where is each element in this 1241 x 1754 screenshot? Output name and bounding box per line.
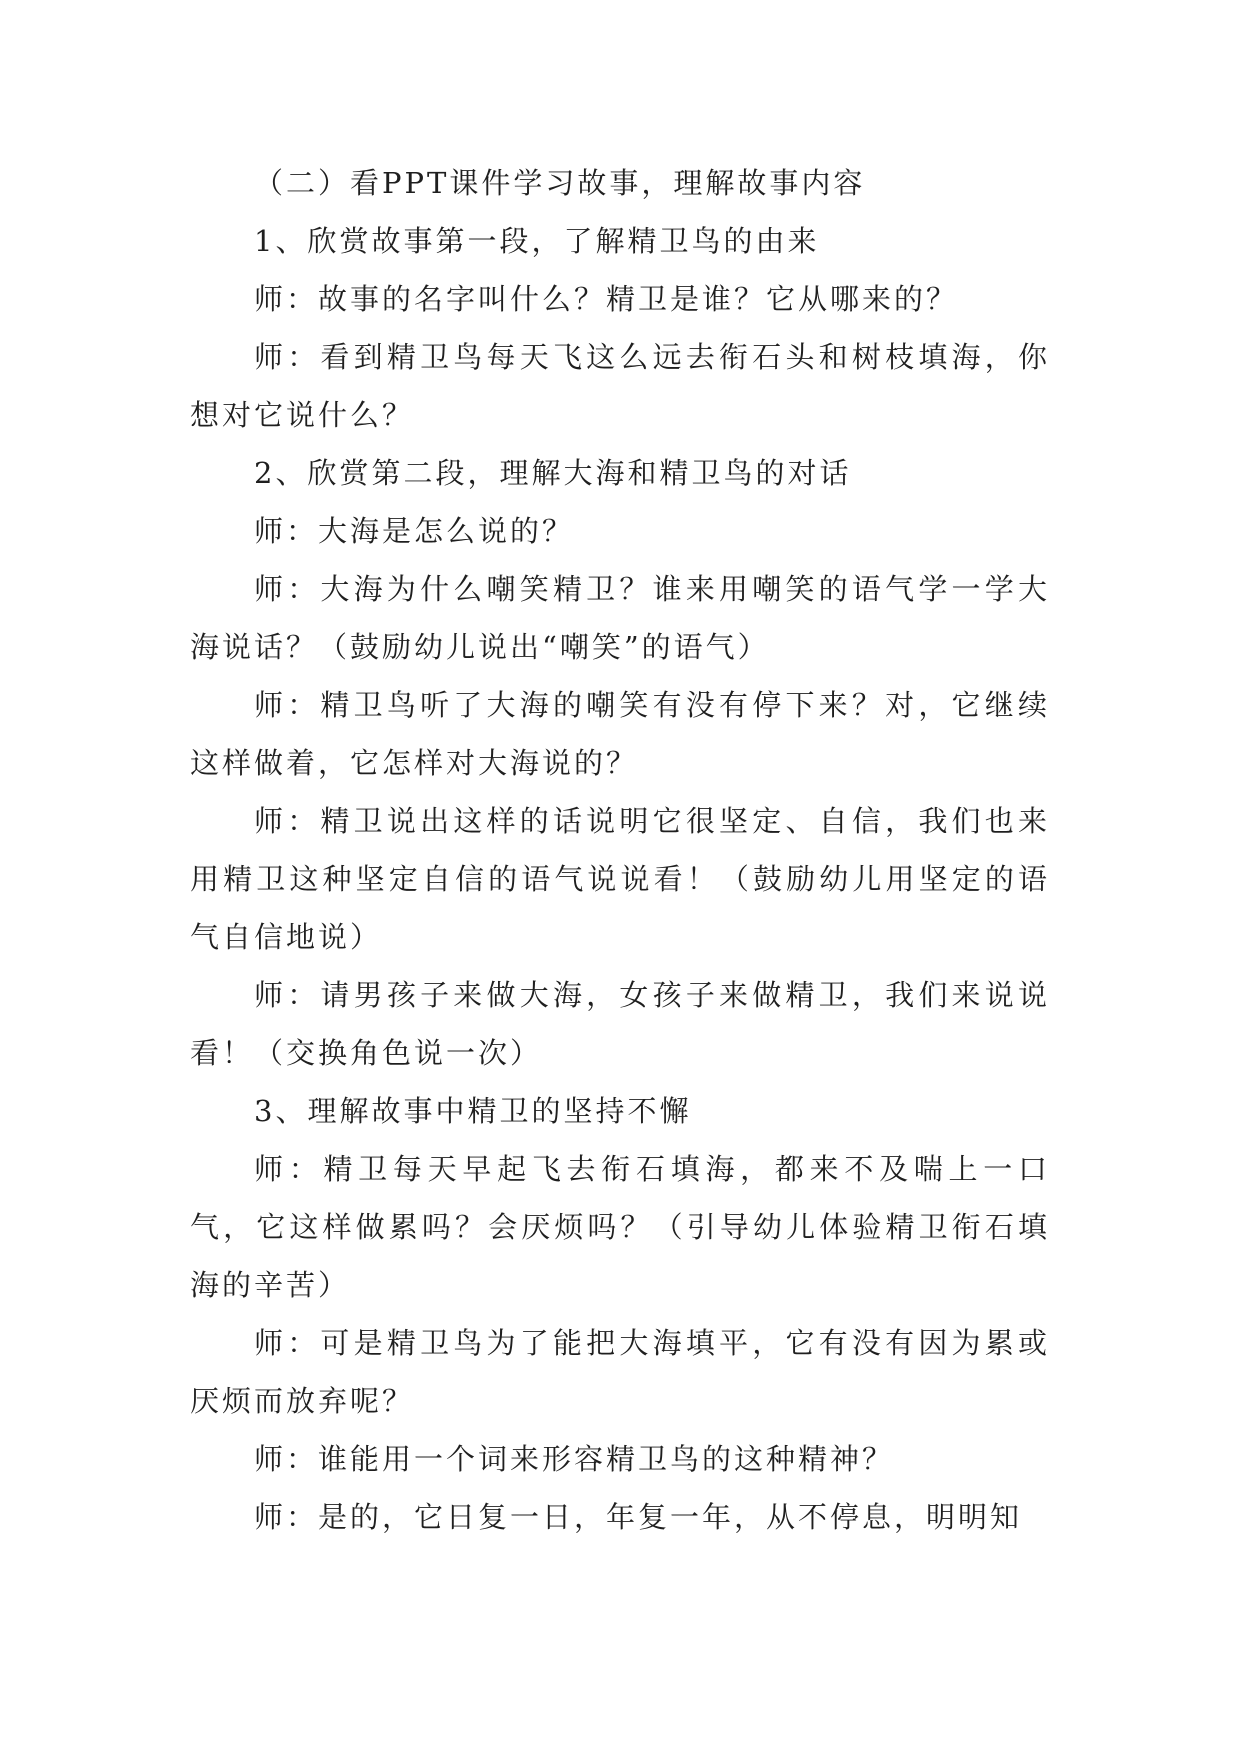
paragraph: 师：请男孩子来做大海，女孩子来做精卫，我们来说说看！（交换角色说一次） — [190, 978, 1050, 1070]
paragraph: 师：精卫说出这样的话说明它很坚定、自信，我们也来用精卫这种坚定自信的语气说说看！（鼓励幼儿用坚定的语气自信地说） — [190, 804, 1050, 954]
paragraph: 师：故事的名字叫什么？精卫是谁？它从哪来的？ — [254, 282, 959, 316]
subsection-heading-1: 1、欣赏故事第一段，了解精卫鸟的由来 — [254, 224, 820, 258]
paragraph: 师：精卫每天早起飞去衔石填海，都来不及喘上一口气，它这样做累吗？会厌烦吗？（引导幼儿体验精卫衔石填海的辛苦） — [190, 1152, 1050, 1302]
paragraph: 师：精卫鸟听了大海的嘲笑有没有停下来？对，它继续这样做着，它怎样对大海说的？ — [190, 688, 1050, 780]
paragraph: 师：是的，它日复一日，年复一年，从不停息，明明知 — [254, 1500, 1023, 1534]
paragraph: 师：大海为什么嘲笑精卫？谁来用嘲笑的语气学一学大海说话？（鼓励幼儿说出“嘲笑”的语气） — [190, 572, 1050, 664]
document-body — [190, 154, 1050, 1546]
paragraph: 师：看到精卫鸟每天飞这么远去衔石头和树枝填海，你想对它说什么？ — [190, 340, 1050, 432]
section-heading: （二）看PPT课件学习故事，理解故事内容 — [254, 166, 866, 200]
paragraph: 师：可是精卫鸟为了能把大海填平，它有没有因为累或厌烦而放弃呢？ — [190, 1326, 1050, 1418]
subsection-heading-3: 3、理解故事中精卫的坚持不懈 — [254, 1094, 692, 1128]
paragraph: 师：谁能用一个词来形容精卫鸟的这种精神？ — [254, 1442, 895, 1476]
subsection-heading-2: 2、欣赏第二段，理解大海和精卫鸟的对话 — [254, 456, 852, 490]
paragraph: 师：大海是怎么说的？ — [254, 514, 575, 548]
